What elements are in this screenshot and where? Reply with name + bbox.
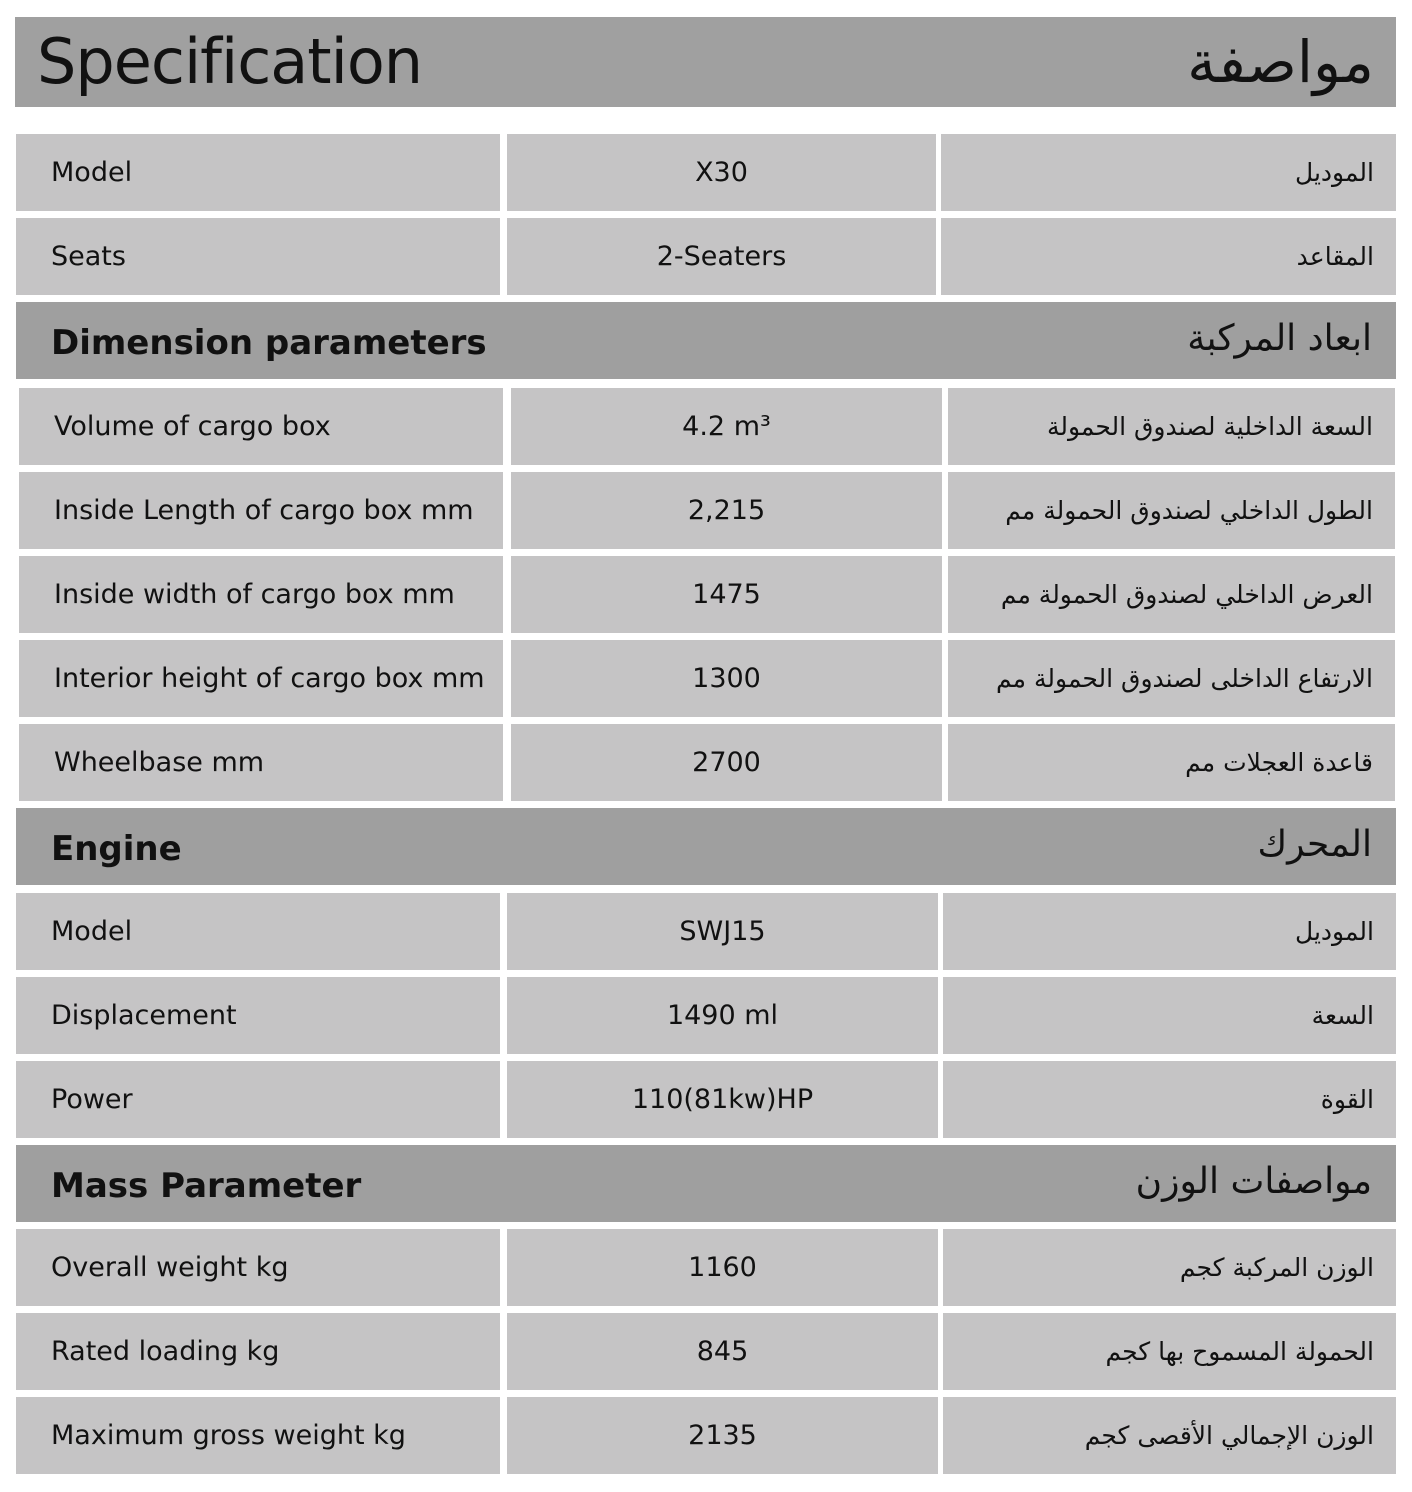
title-bar <box>15 17 1396 107</box>
spec-value: 1490 ml <box>507 977 938 1054</box>
spec-label-arabic: الارتفاع الداخلى لصندوق الحمولة مم <box>948 640 1395 717</box>
spec-value: 1475 <box>511 556 942 633</box>
spec-label-arabic: الحمولة المسموح بها كجم <box>943 1313 1396 1390</box>
spec-label-arabic: القوة <box>943 1061 1396 1138</box>
spec-label-arabic: المقاعد <box>941 218 1396 295</box>
spec-label-arabic: العرض الداخلي لصندوق الحمولة مم <box>948 556 1395 633</box>
spec-value: 845 <box>507 1313 938 1390</box>
spec-value: 2135 <box>507 1397 938 1474</box>
section-title-english: Dimension parameters <box>51 323 487 363</box>
spec-value: 2700 <box>511 724 942 801</box>
section-title-arabic: ابعاد المركبة <box>1187 318 1372 359</box>
spec-label-arabic: الموديل <box>943 893 1396 970</box>
spec-label-arabic: قاعدة العجلات مم <box>948 724 1395 801</box>
section-title-english: Engine <box>51 829 182 869</box>
section-header <box>16 1145 1396 1222</box>
spec-label-arabic: السعة الداخلية لصندوق الحمولة <box>948 388 1395 465</box>
spec-label-english: Rated loading kg <box>16 1313 500 1390</box>
section-header <box>16 302 1396 379</box>
spec-label-english: Inside width of cargo box mm <box>19 556 503 633</box>
spec-value: 4.2 m³ <box>511 388 942 465</box>
spec-label-arabic: الوزن المركبة كجم <box>943 1229 1396 1306</box>
spec-label-arabic: الطول الداخلي لصندوق الحمولة مم <box>948 472 1395 549</box>
spec-label-english: Displacement <box>16 977 500 1054</box>
spec-value: SWJ15 <box>507 893 938 970</box>
section-title-arabic: مواصفات الوزن <box>1135 1161 1372 1202</box>
spec-label-english: Volume of cargo box <box>19 388 503 465</box>
spec-label-english: Interior height of cargo box mm <box>19 640 503 717</box>
spec-label-english: Model <box>16 893 500 970</box>
spec-value: 2-Seaters <box>507 218 936 295</box>
spec-value: 1160 <box>507 1229 938 1306</box>
spec-label-english: Model <box>16 134 500 211</box>
spec-value: 1300 <box>511 640 942 717</box>
spec-label-english: Inside Length of cargo box mm <box>19 472 503 549</box>
section-title-arabic: المحرك <box>1257 824 1372 865</box>
page-title-arabic: مواصفة <box>1187 28 1374 96</box>
page-title-english: Specification <box>37 25 423 98</box>
spec-label-arabic: الوزن الإجمالي الأقصى كجم <box>943 1397 1396 1474</box>
spec-label-english: Overall weight kg <box>16 1229 500 1306</box>
section-title-english: Mass Parameter <box>51 1166 362 1206</box>
spec-value: X30 <box>507 134 936 211</box>
spec-label-english: Seats <box>16 218 500 295</box>
spec-value: 2,215 <box>511 472 942 549</box>
spec-label-arabic: السعة <box>943 977 1396 1054</box>
section-header <box>16 808 1396 885</box>
spec-label-english: Wheelbase mm <box>19 724 503 801</box>
spec-label-arabic: الموديل <box>941 134 1396 211</box>
spec-label-english: Maximum gross weight kg <box>16 1397 500 1474</box>
spec-label-english: Power <box>16 1061 500 1138</box>
spec-value: 110(81kw)HP <box>507 1061 938 1138</box>
